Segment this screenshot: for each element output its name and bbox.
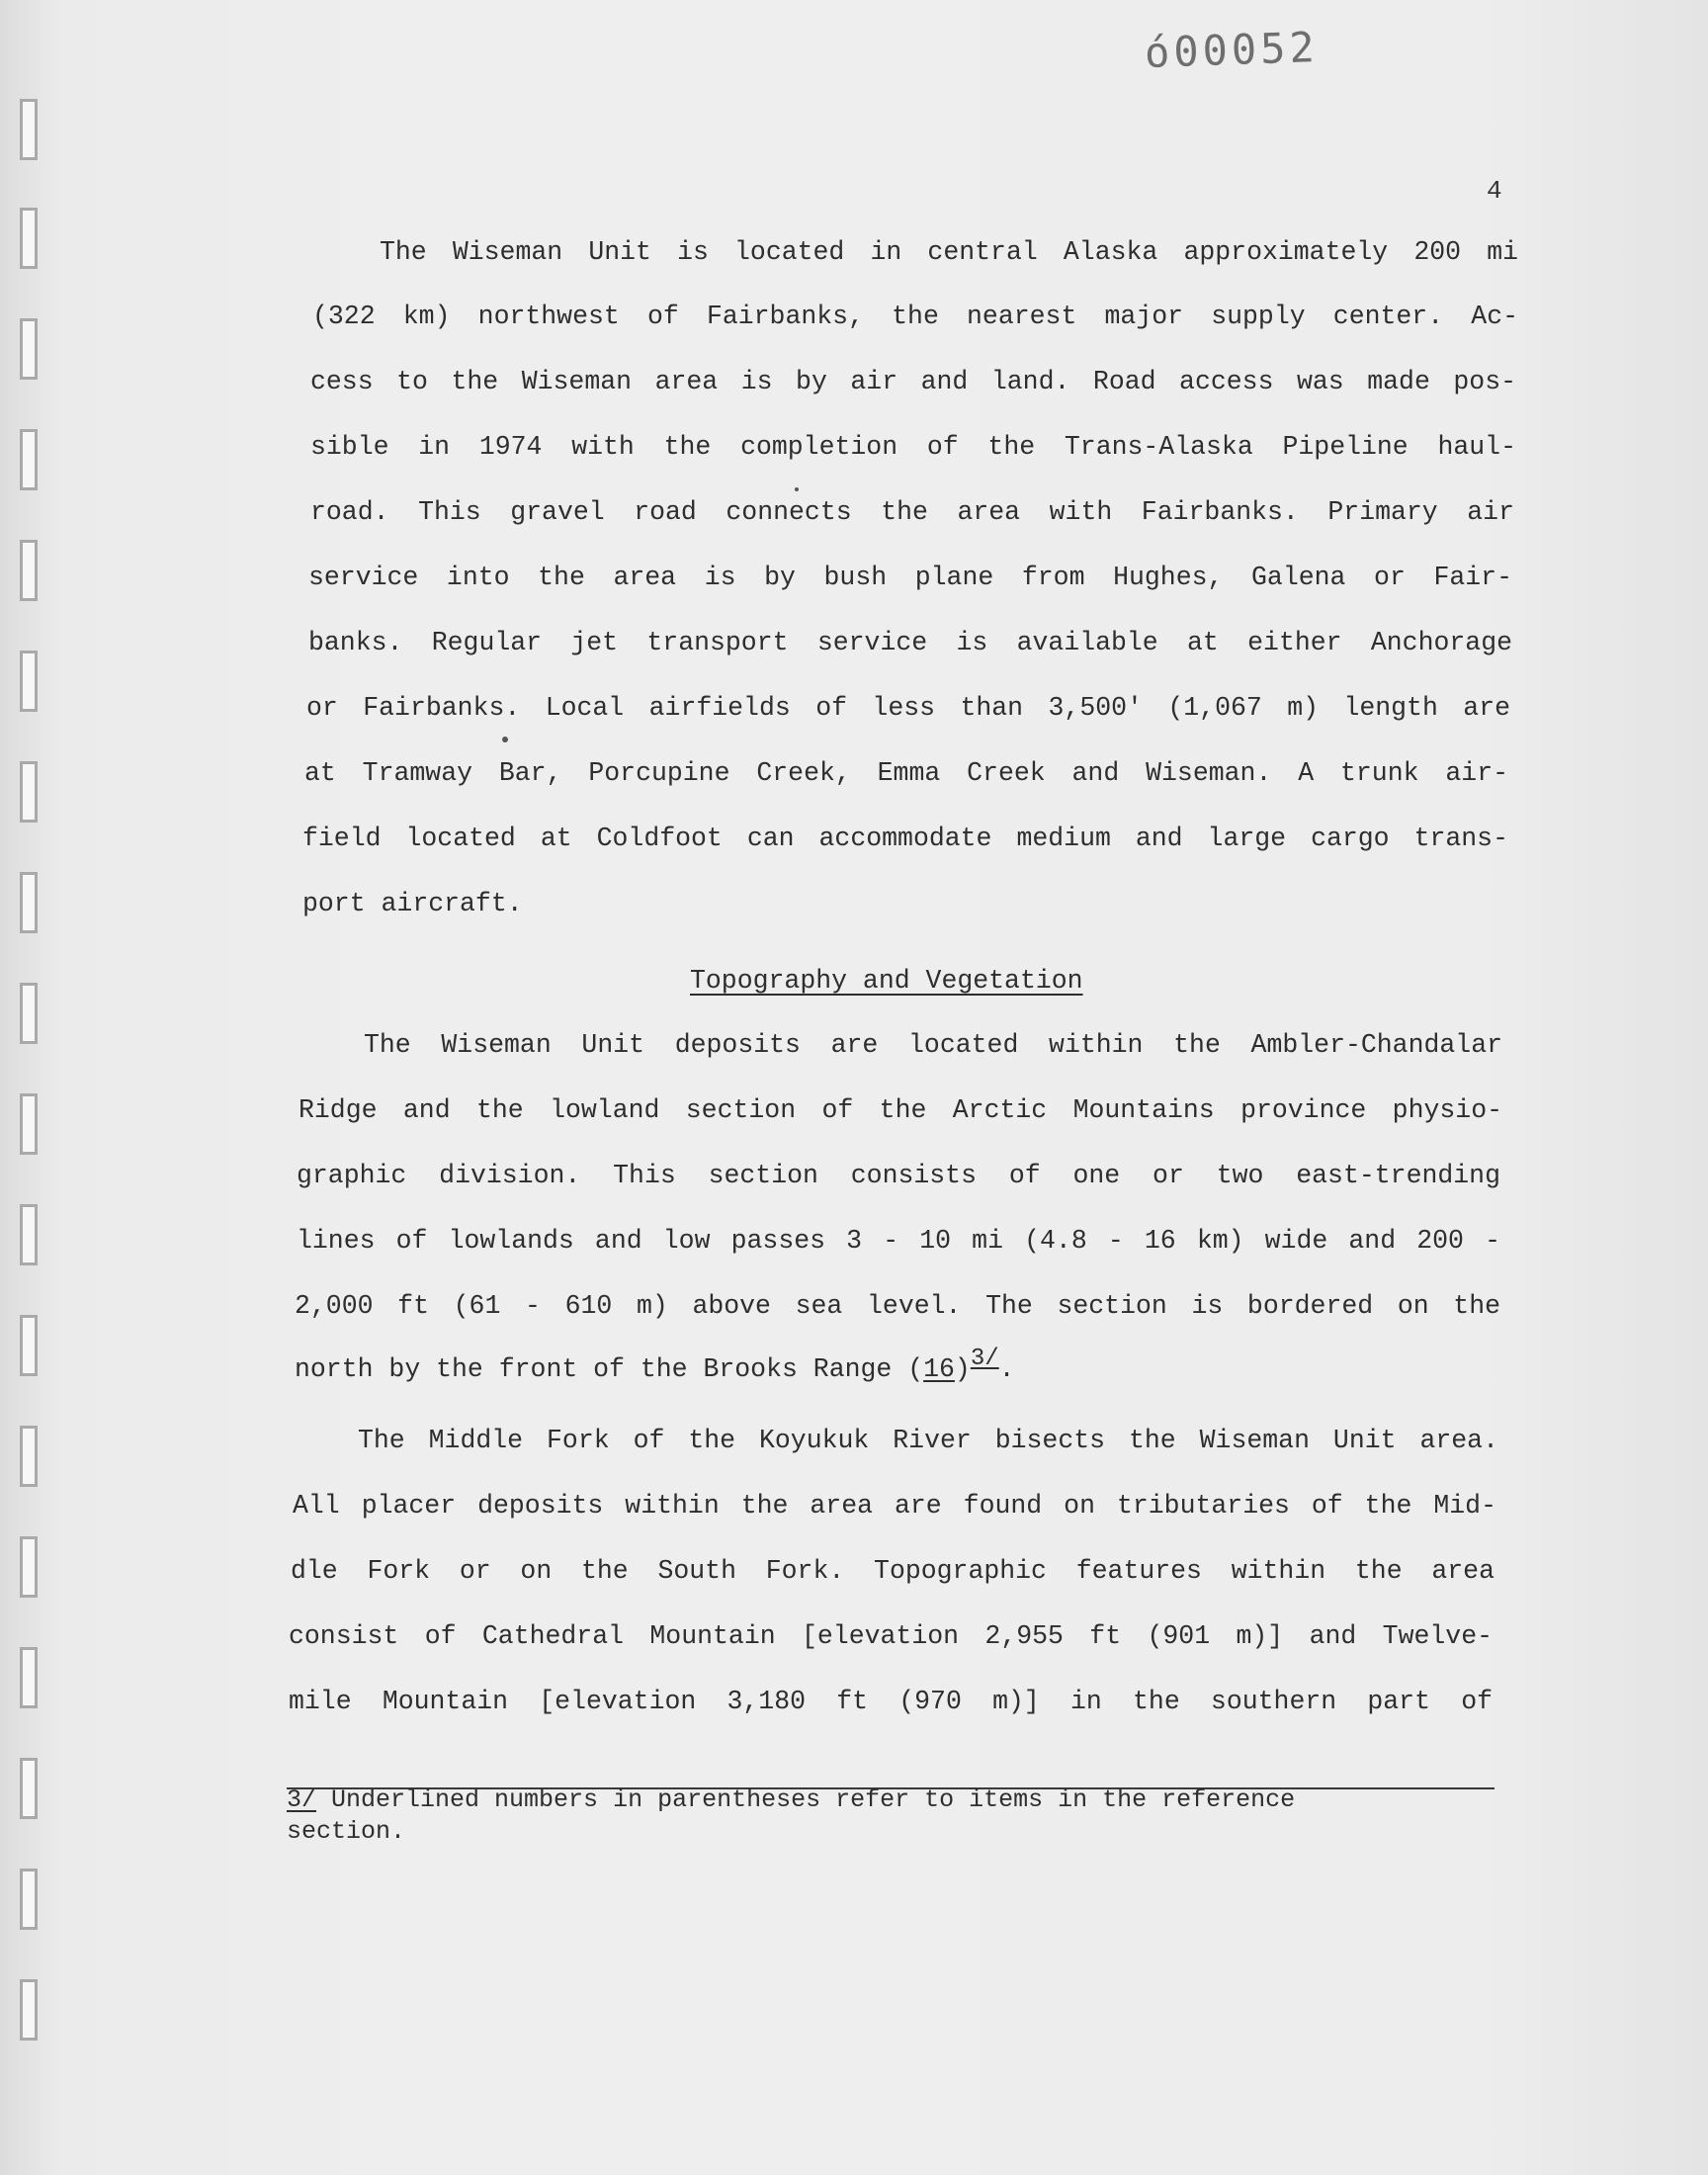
binder-hole	[20, 208, 38, 269]
paragraph-3-line-5: mile Mountain [elevation 3,180 ft (970 m)] in the southern part of	[289, 1687, 1493, 1716]
paragraph-3-line-1: The Middle Fork of the Koyukuk River bisects the Wiseman Unit area.	[358, 1426, 1498, 1455]
binder-hole	[20, 651, 38, 712]
binder-hole	[20, 318, 38, 380]
paragraph-1-line-5: road. This gravel road connects the area with Fairbanks. Primary air	[310, 497, 1514, 527]
binder-hole	[20, 429, 38, 490]
reference-number: 16	[923, 1354, 955, 1384]
paragraph-1-line-8: or Fairbanks. Local airfields of less than 3,500' (1,067 m) length are	[306, 693, 1510, 723]
paragraph-1-line-1: The Wiseman Unit is located in central Alaska approximately 200 mi	[380, 237, 1518, 267]
binder-hole	[20, 761, 38, 823]
paragraph-2-line-6-text: north by the front of the Brooks Range (	[295, 1354, 924, 1384]
binder-hole	[20, 1758, 38, 1819]
paragraph-2-line-4: lines of lowlands and low passes 3 - 10 mi (4.8 - 16 km) wide and 200 -	[297, 1226, 1500, 1256]
footnote-marker: 3/	[970, 1346, 999, 1372]
footnote-text-line-1: Underlined numbers in parentheses refer to items in the reference	[316, 1785, 1296, 1814]
binder-hole	[20, 99, 38, 160]
paragraph-3-line-3: dle Fork or on the South Fork. Topographic features within the area	[291, 1556, 1494, 1586]
paragraph-2-line-1: The Wiseman Unit deposits are located within the Ambler-Chandalar	[364, 1030, 1502, 1060]
reference-close-paren: )	[954, 1354, 971, 1384]
paragraph-2-line-6-period: .	[998, 1354, 1015, 1384]
binder-holes	[14, 99, 43, 2076]
binder-hole	[20, 983, 38, 1044]
paragraph-1-line-10: field located at Coldfoot can accommodate medium and large cargo trans-	[302, 824, 1508, 853]
paragraph-2-line-6	[295, 1346, 1015, 1388]
footnote-marker-ref: 3/	[287, 1785, 317, 1814]
binder-hole	[20, 1647, 38, 1708]
footnote-line-2: section.	[287, 1817, 406, 1846]
binder-hole	[20, 1093, 38, 1155]
section-heading: Topography and Vegetation	[690, 966, 1083, 996]
paragraph-1-line-6: service into the area is by bush plane from Hughes, Galena or Fair-	[308, 563, 1512, 592]
paragraph-2-line-5: 2,000 ft (61 - 610 m) above sea level. The section is bordered on the	[295, 1291, 1500, 1321]
binder-hole	[20, 1536, 38, 1598]
binder-hole	[20, 872, 38, 933]
binder-hole	[20, 1315, 38, 1376]
document-number-stamp: ó00052	[1144, 22, 1320, 78]
paragraph-1-line-9: at Tramway Bar, Porcupine Creek, Emma Creek and Wiseman. A trunk air-	[304, 758, 1508, 788]
binder-hole	[20, 540, 38, 601]
binder-hole	[20, 1979, 38, 2041]
paragraph-1-line-7: banks. Regular jet transport service is available at either Anchorage	[308, 628, 1512, 657]
scan-speck	[502, 737, 508, 742]
paragraph-1-line-3: cess to the Wiseman area is by air and land. Road access was made pos-	[310, 367, 1516, 396]
binder-hole	[20, 1869, 38, 1930]
paragraph-3-line-2: All placer deposits within the area are found on tributaries of the Mid-	[293, 1491, 1496, 1521]
page-number: 4	[1487, 176, 1502, 206]
binder-hole	[20, 1426, 38, 1487]
paragraph-2-line-2: Ridge and the lowland section of the Arctic Mountains province physio-	[299, 1095, 1502, 1125]
paragraph-1-line-4: sible in 1974 with the completion of the Trans-Alaska Pipeline haul-	[310, 432, 1516, 462]
paragraph-2-line-3: graphic division. This section consists of one or two east-trending	[297, 1161, 1500, 1190]
scan-speck	[795, 487, 799, 491]
paragraph-1-line-2: (322 km) northwest of Fairbanks, the nearest major supply center. Ac-	[312, 302, 1518, 331]
footnote-line-1	[287, 1785, 1295, 1815]
paragraph-1-line-11: port aircraft.	[302, 889, 523, 918]
paragraph-3-line-4: consist of Cathedral Mountain [elevation 2,955 ft (901 m)] and Twelve-	[289, 1621, 1493, 1651]
binder-hole	[20, 1204, 38, 1265]
